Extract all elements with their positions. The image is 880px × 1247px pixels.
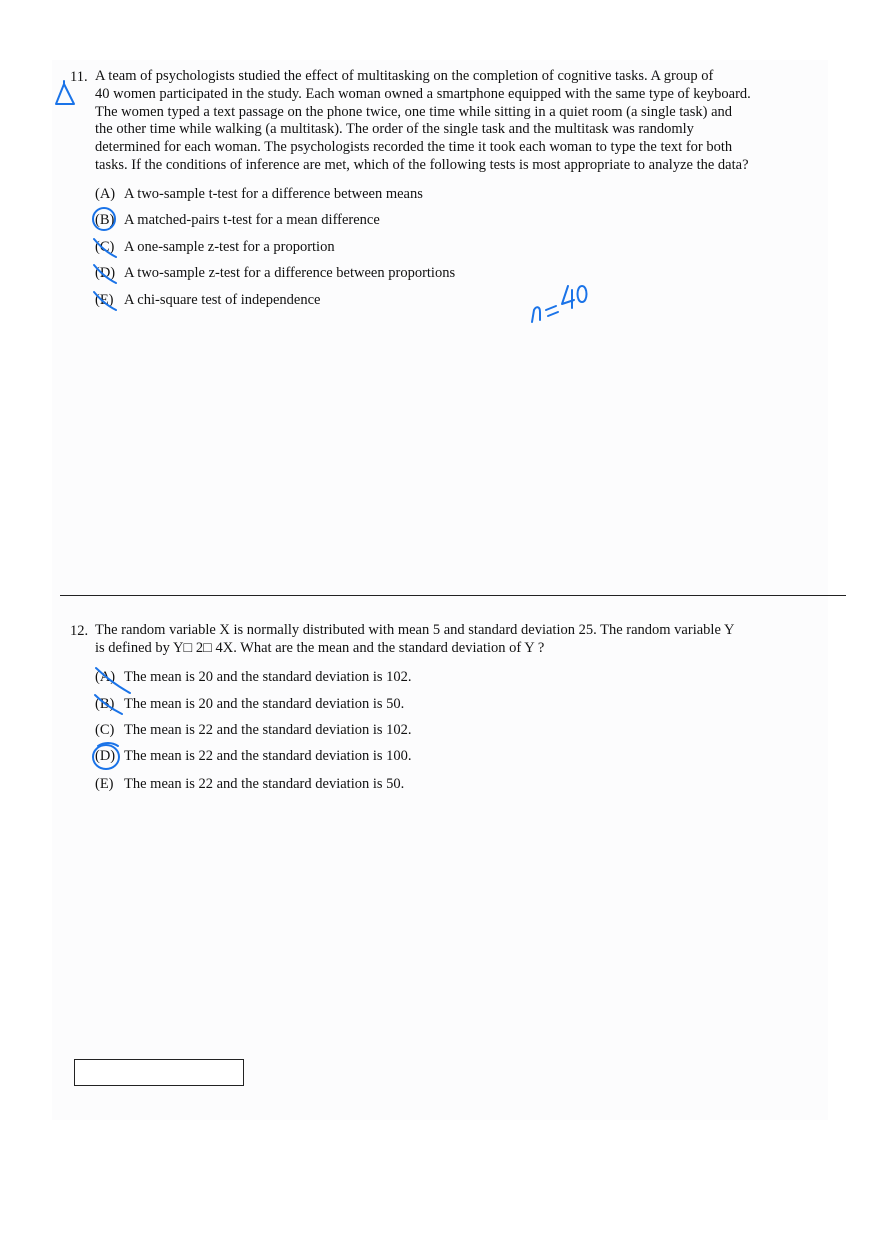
choice-letter: (B) [95, 696, 115, 712]
choice-letter: (D) [95, 265, 116, 281]
choice-text: A chi-square test of independence [124, 292, 321, 308]
choice-letter: (B) [95, 212, 115, 228]
choice-text: A one-sample z-test for a proportion [124, 239, 335, 255]
stem-line: determined for each woman. The psychologists recorded the time it took each woman to type the text for both [95, 139, 733, 156]
choice-text: The mean is 20 and the standard deviation is 50. [124, 696, 405, 712]
choice-text: The mean is 22 and the standard deviation is 102. [124, 722, 412, 738]
choice-e[interactable] [95, 291, 320, 309]
choice-letter: (A) [95, 186, 116, 202]
question-number: 11. [70, 69, 88, 85]
choice-c[interactable] [95, 238, 335, 256]
stem-line: The random variable X is normally distributed with mean 5 and standard deviation 25. The random variable Y [95, 622, 735, 638]
choice-letter: (E) [95, 776, 114, 792]
answer-box[interactable] [74, 1059, 244, 1086]
question-number: 12. [70, 623, 89, 639]
choice-letter: (D) [95, 748, 116, 764]
choice-text: A two-sample z-test for a difference between proportions [124, 265, 456, 281]
choice-a[interactable] [95, 185, 423, 203]
choice-letter: (C) [95, 239, 115, 255]
choice-c[interactable] [95, 721, 412, 739]
choice-letter: (E) [95, 292, 114, 308]
choice-e[interactable] [95, 775, 404, 793]
choice-text: The mean is 22 and the standard deviation is 100. [124, 748, 412, 764]
stem-line: The women typed a text passage on the phone twice, one time while sitting in a quiet room (a single task) and [95, 103, 733, 120]
stem-line: the other time while walking (a multitask). The order of the single task and the multitask was randomly [95, 121, 694, 138]
stem-line: A team of psychologists studied the effect of multitasking on the completion of cognitive tasks. A group of [95, 68, 714, 84]
question-stem [95, 68, 825, 175]
choice-text: A matched-pairs t-test for a mean difference [124, 212, 380, 228]
stem-line: 40 women participated in the study. Each woman owned a smartphone equipped with the same type of keyboard. [95, 85, 751, 102]
choice-letter: (C) [95, 722, 115, 738]
choice-text: The mean is 22 and the standard deviation is 50. [124, 776, 405, 792]
stem-line: tasks. If the conditions of inference are met, which of the following tests is most appropriate to analyze the data? [95, 156, 749, 173]
choice-text: A two-sample t-test for a difference between means [124, 186, 423, 202]
question-stem [95, 622, 825, 658]
choice-b[interactable] [95, 211, 380, 229]
choice-letter: (A) [95, 669, 116, 685]
choice-text: The mean is 20 and the standard deviation is 102. [124, 669, 412, 685]
choice-d[interactable] [95, 747, 412, 765]
choice-b[interactable] [95, 695, 404, 713]
choice-a[interactable] [95, 668, 412, 686]
choice-d[interactable] [95, 264, 455, 282]
stem-line: is defined by Y□ 2□ 4X. What are the mean and the standard deviation of Y ? [95, 639, 545, 656]
question-divider [60, 595, 846, 596]
